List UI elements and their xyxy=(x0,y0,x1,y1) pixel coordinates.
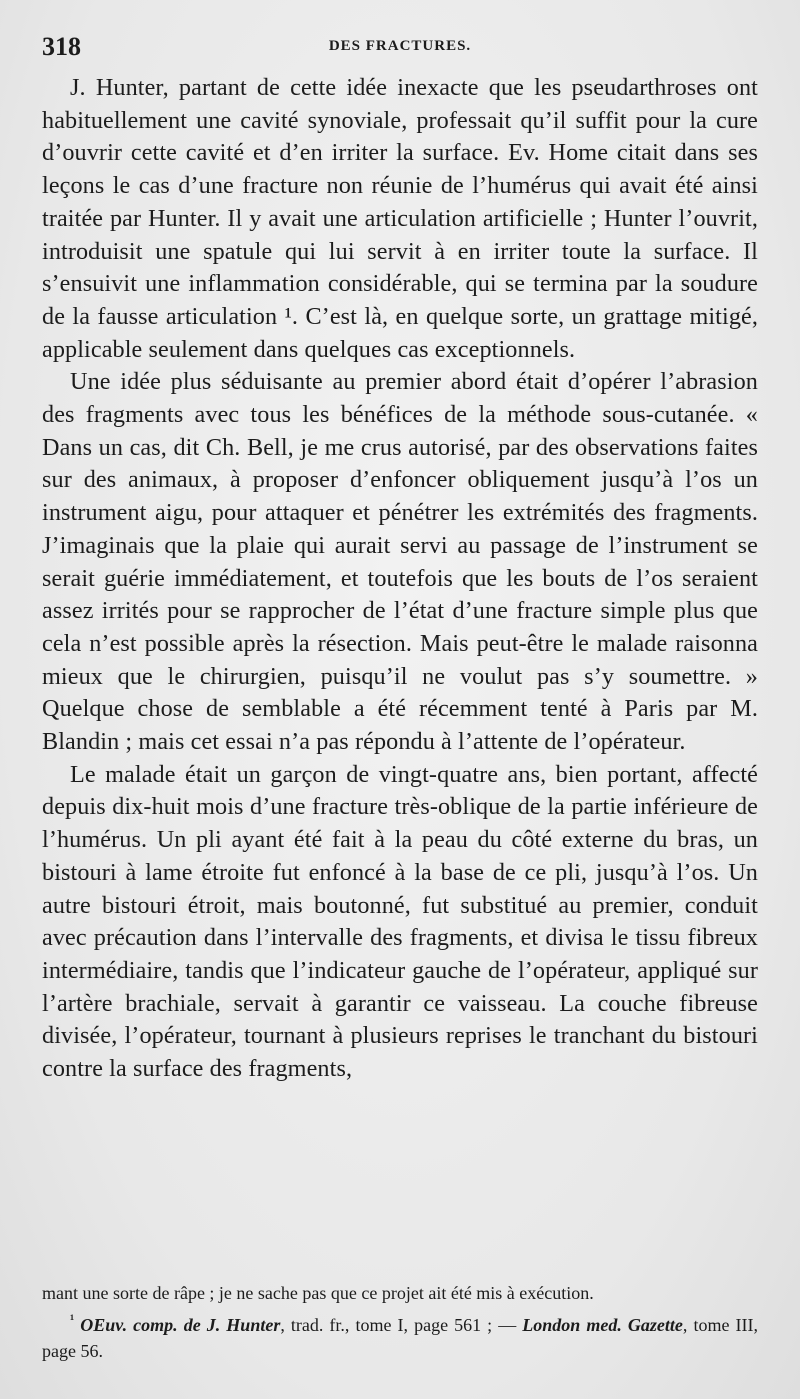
running-title: DES FRACTURES. xyxy=(328,38,472,54)
paragraph-hunter: J. Hunter, partant de cette idée inexacte que les pseudarthroses ont habituellement une cavité synoviale, professait qu’il suffit pour la cure d’ouvrir cette cavité et d’en irriter la surface. Ev. Home citait dans ses leçons le cas d’une fracture non réunie de l’humérus qui avait été ainsi traitée par Hunter. Il y avait une articulation artificielle ; Hunter l’ouvrit, introduisit une spatule qui lui servit à en irriter toute la surface. Il s’ensuivit une inflammation considérable, qui se termina par la soudure de la fausse articulation ¹. C’est là, en quelque sorte, un grattage mitigé, applicable seulement dans quelques cas exceptionnels. xyxy=(42,74,758,363)
paragraph-case: Le malade était un garçon de vingt-quatre ans, bien portant, affecté depuis dix-huit mois d’une fracture très-oblique de la partie inférieure de l’humérus. Un pli ayant été fait à la peau du côté externe du bras, un bistouri à lame étroite fut enfoncé à la base de ce pli, jusqu’à l’os. Un autre bistouri étroit, mais boutonné, fut substitué au premier, conduit avec précaution dans l’intervalle des fragments, et divisa le tissu fibreux intermédiaire, tandis que l’indicateur gauche de l’opérateur, appliqué sur l’artère brachiale, servait à garantir ce vaisseau. La couche fibreuse divisée, l’opérateur, tournant à plusieurs reprises le tranchant du bistouri contre la surface des fragments, xyxy=(42,760,758,1083)
footnotes xyxy=(42,1280,758,1364)
footnote-rest: , tome III, page 56. xyxy=(42,1315,758,1361)
footnote-marker: ¹ xyxy=(70,1313,75,1328)
page-number: 318 xyxy=(42,32,81,61)
footnote-1 xyxy=(42,1308,758,1364)
running-head xyxy=(42,30,758,70)
footnote-work-title: OEuv. comp. de J. Hunter xyxy=(80,1315,281,1335)
body-text xyxy=(42,72,758,1086)
footnote-details: , trad. fr., tome I, page 561 ; — xyxy=(280,1315,517,1335)
footnote-journal-title: London med. Gazette xyxy=(522,1315,683,1335)
paragraph-abrasion: Une idée plus séduisante au premier abord était d’opérer l’abrasion des fragments avec tous les bénéfices de la méthode sous-cutanée. « Dans un cas, dit Ch. Bell, je me crus autorisé, par des observations faites sur des animaux, à proposer d’enfoncer obliquement jusqu’à l’os un instrument aigu, pour attaquer et pénétrer les extrémités des fragments. J’imaginais que la plaie qui aurait servi au passage de l’instrument se serait guérie immédiatement, et toutefois que les bouts de l’os seraient assez irrités pour se rapprocher de l’état d’une fracture simple plus que cela n’est possible après la résection. Mais peut-être le malade raisonna mieux que le chirurgien, puisqu’il ne voulut pas s’y soumettre. » Quelque chose de semblable a été récemment tenté à Paris par M. Blandin ; mais cet essai n’a pas répondu à l’attente de l’opérateur. xyxy=(42,368,758,756)
footnote-continuation: mant une sorte de râpe ; je ne sache pas que ce projet ait été mis à exécution. xyxy=(42,1283,594,1303)
